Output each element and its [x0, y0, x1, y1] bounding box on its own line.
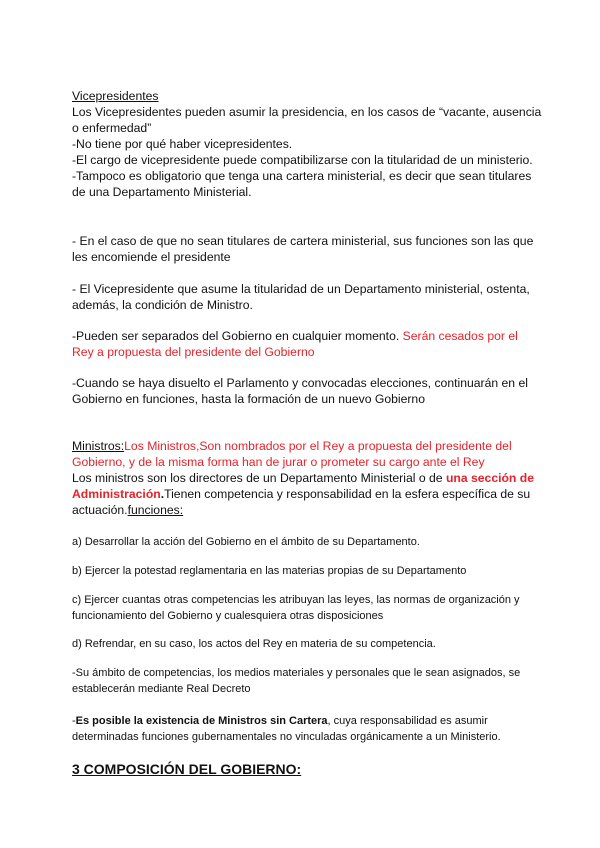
sin-cartera-dash: - [72, 715, 76, 727]
funcion-a: a) Desarrollar la acción del Gobierno en el ámbito de su Departamento. [72, 536, 420, 548]
funcion-d: d) Refrendar, en su caso, los actos del Rey en materia de su competencia. [72, 638, 436, 650]
vicepresidentes-heading: Vicepresidentes [72, 89, 159, 103]
sin-cartera-bold: Es posible la existencia de Ministros sin Cartera [75, 715, 328, 727]
ambito-paragraph: -Su ámbito de competencias, los medios materiales y personales que le sean asignados, se establecerán mediante Real Decreto [72, 667, 521, 695]
funciones-label: funciones: [127, 503, 184, 517]
ministros-red-text: Los Ministros,Son nombrados por el Rey a propuesta del presidente del Gobierno, y de la misma forma han de jurar o prometer su cargo ante el Rey [72, 439, 512, 469]
vice-paragraph-4 [72, 328, 542, 360]
vice-p4-red-text: Serán cesados por el Rey a propuesta del presidente del Gobierno [72, 329, 518, 359]
ministros-bold-red: una sección de Administración [72, 471, 534, 501]
funcion-b: b) Ejercer la potestad reglamentaria en las materias propias de su Departamento [72, 565, 467, 577]
ministros-text-2: Tienen competencia y responsabilidad en la esfera específica de su actuación. [72, 487, 531, 517]
ministros-text-1: Los ministros son los directores de un Departamento Ministerial o de [72, 471, 446, 485]
vice-paragraph-5: -Cuando se haya disuelto el Parlamento y convocadas elecciones, continuarán en el Gobierno en funciones, hasta la formación de un nuevo Gobierno [72, 376, 528, 406]
ministros-bold-dot: . [160, 487, 165, 501]
vice-paragraph-3: - El Vicepresidente que asume la titularidad de un Departamento ministerial, ostenta, además, la condición de Ministro. [72, 282, 530, 312]
vice-line-4: -Tampoco es obligatorio que tenga una cartera ministerial, es decir que sean titulares de una Departamento Ministerial. [72, 169, 532, 199]
sin-cartera-rest: , cuya responsabilidad es asumir determinadas funciones gubernamentales no vinculadas orgánicamente a un Ministerio. [72, 715, 501, 743]
funcion-c: c) Ejercer cuantas otras competencias les atribuyan las leyes, las normas de organización y funcionamiento del Gobierno y cualesquiera otras disposiciones [72, 594, 520, 622]
ministros-paragraph [72, 438, 542, 518]
vice-p4-text: -Pueden ser separados del Gobierno en cualquier momento. [72, 329, 403, 343]
sin-cartera-paragraph [72, 713, 542, 745]
vice-line-1: Los Vicepresidentes pueden asumir la presidencia, en los casos de “vacante, ausencia o enfermedad” [72, 105, 542, 135]
section-title: 3 COMPOSICIÓN DEL GOBIERNO: [72, 761, 302, 777]
vice-line-2: -No tiene por qué haber vicepresidentes. [72, 137, 293, 151]
vicepresidentes-section [72, 88, 542, 200]
ministros-label: Ministros: [72, 439, 125, 453]
vice-line-3: -El cargo de vicepresidente puede compatibilizarse con la titularidad de un ministerio. [72, 153, 533, 167]
vice-paragraph-2: - En el caso de que no sean titulares de cartera ministerial, sus funciones son las que les encomiende el presidente [72, 234, 534, 264]
